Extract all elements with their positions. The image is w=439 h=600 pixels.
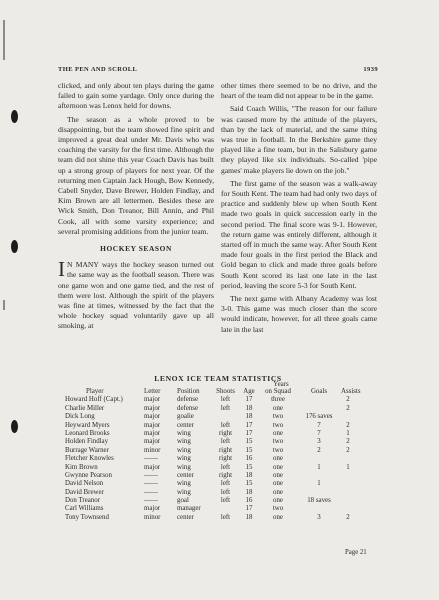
cell-years: one [273,488,283,496]
cell-assists [341,489,355,497]
cell-player: Don Treanor [65,497,101,505]
cell-shoots: right [218,471,232,479]
page-number: Page 21 [345,549,367,556]
cell-age: 16 [245,497,253,505]
cell-player: Dick Long [65,413,95,421]
table-row [58,405,388,413]
cell-goals: 1 [317,480,321,488]
table-row [58,430,388,438]
cell-age: 18 [245,404,253,412]
paragraph: clicked, and only about ten plays during the game failed to gain some yardage. Only once during the afternoon was Lenox held for downs. [58,81,214,111]
cell-position: wing [177,455,191,463]
table-row [58,455,388,463]
binder-hole [11,110,18,123]
cell-goals: 18 saves [307,497,331,505]
cell-shoots [212,505,239,513]
cell-assists: 2 [346,396,350,404]
cell-position: wing [177,463,191,471]
cell-age: 18 [245,471,253,479]
cell-goals: 3 [317,438,321,446]
header-goals: Goals [310,388,328,395]
cell-age: 15 [245,438,253,446]
cell-shoots [212,413,239,421]
cell-position: defense [177,396,199,404]
cell-position: wing [177,438,191,446]
cell-shoots: left [220,488,231,496]
cell-letter: major [144,413,161,421]
cell-player: Burrage Warner [65,446,109,454]
cell-goals [297,405,341,413]
cell-assists: 2 [346,446,350,454]
cell-assists: 2 [346,421,350,429]
cell-player: Gwynne Pearson [65,471,112,479]
table-row [58,489,388,497]
cell-position: manager [177,505,201,513]
paragraph [58,257,214,331]
cell-assists [341,505,355,513]
cell-position: center [177,421,194,429]
binder-hole [11,420,18,433]
cell-letter: —— [144,471,158,479]
cell-shoots: left [220,497,231,505]
cell-shoots: left [220,404,231,412]
cell-age: 18 [245,513,253,521]
cell-shoots: left [220,463,231,471]
cell-position: goal [177,497,189,505]
cell-assists: 2 [346,513,350,521]
cell-years: two [272,446,284,454]
paragraph: Said Coach Willis, "The reason for our failure was caused more by the attitude of the players, than by the lack of material, and the same thing was true in football. In the Berkshire game they played like a fine team, but in the Salisbury game they played like six individuals. So-called 'pipe games' make players lie down on the job." [221,104,377,175]
table-row [58,464,388,472]
cell-age: 15 [245,480,253,488]
cell-shoots: left [220,438,231,446]
cell-player: Carl Williams [65,505,104,513]
cell-position: wing [177,488,191,496]
cell-goals: 2 [317,446,321,454]
stats-table [58,388,388,522]
cell-shoots: left [220,396,231,404]
cell-shoots: left [220,421,231,429]
table-row [58,505,388,513]
cell-years: one [273,480,283,488]
cell-player: Tony Townsend [65,513,109,521]
cell-years: one [273,404,283,412]
right-column [221,81,377,338]
cell-years: one [273,455,283,463]
cell-shoots: left [220,480,231,488]
cell-position: center [177,513,194,521]
cell-years: one [273,471,283,479]
cell-letter: major [144,421,161,429]
cell-goals [297,396,341,404]
cell-shoots: left [220,513,231,521]
table-row [58,413,388,421]
cell-years: one [273,429,283,437]
stats-title: LENOX ICE TEAM STATISTICS [154,374,282,383]
cell-letter: —— [144,488,158,496]
running-header [58,66,378,73]
paragraph: The season as a whole proved to be disappointing, but the team showed fine spirit and improved a great deal under Mr. Davis who was coaching the varsity for the first time. Although the team did not shine this year Coach Davis has built up a strong group of players for next year. Of the returning men Captain Jack Hough, Bow Kennedy, Cabell Snyder, Dave Brewer, Holden Findlay, and Kim Brown are all lettermen. Besides these are Wick Smith, Don Treanor, Bill Annin, and Phil Cook, all with some varsity experience; and several promising additions from the junior team. [58,114,214,236]
cell-assists: 2 [346,404,350,412]
cell-age: 15 [245,463,253,471]
header-player: Player [86,388,104,395]
header-assists: Assists [341,388,361,395]
cell-shoots: right [218,455,232,463]
cell-years: three [271,396,285,404]
left-column [58,81,214,335]
cell-player: Leonard Brooks [65,429,110,437]
cell-letter: —— [144,455,158,463]
stats-header-row [58,388,388,396]
cell-assists: 1 [346,429,350,437]
cell-letter: minor [144,513,161,521]
cell-assists: 1 [346,463,350,471]
paragraph-text: N MANY ways the hockey season turned out the same way as the football season. There was one game won and one game tied, and the rest of them were lost. Although the spirit of the players was fine at times, witnessed by the fact that the whole hockey squad voluntarily gave up all smoking, at [58,260,214,331]
paragraph: The next game with Albany Academy was lost 3-0. This game was much closer than the score would indicate, however, for all three goals came late in the last [221,294,377,334]
cell-goals: 7 [317,429,321,437]
cell-age: 16 [245,455,253,463]
cell-assists [341,455,355,463]
binder-edge-mark [3,300,5,310]
cell-years: one [273,463,283,471]
table-row [58,480,388,488]
cell-years: two [272,413,284,421]
cell-letter: minor [144,446,161,454]
cell-letter: major [144,396,161,404]
cell-goals [297,505,341,513]
cell-letter: major [144,463,161,471]
table-row [58,472,388,480]
header-letter: Letter [144,388,161,395]
cell-assists [341,472,355,480]
stats-header-years: Years [273,381,289,388]
table-row [58,497,388,505]
cell-player: Howard Hoff (Capt.) [65,396,123,404]
cell-age: 15 [245,446,253,454]
table-row [58,514,388,522]
cell-years: one [273,513,283,521]
publication-title: THE PEN AND SCROLL [58,66,138,73]
header-shoots: Shoots [216,388,235,395]
cell-position: wing [177,480,191,488]
cell-goals: 176 saves [305,413,333,421]
cell-position: goalie [177,413,194,421]
publication-year: 1939 [363,66,378,73]
table-row [58,422,388,430]
binder-hole [11,240,18,253]
cell-years: one [273,497,283,505]
binder-edge-mark [3,20,5,60]
cell-age: 17 [245,396,253,404]
cell-goals [297,489,341,497]
cell-age: 18 [245,488,253,496]
cell-goals [297,472,341,480]
cell-shoots: right [218,429,232,437]
header-age: Age [243,388,255,395]
cell-age: 17 [245,421,253,429]
cell-age: 18 [245,413,253,421]
cell-letter: major [144,404,161,412]
cell-letter: —— [144,497,158,505]
cell-letter: major [144,505,161,513]
section-heading: HOCKEY SEASON [100,244,172,254]
cell-player: David Brewer [65,488,104,496]
cell-player: Kim Brown [65,463,98,471]
table-row [58,447,388,455]
cell-letter: major [144,429,161,437]
cell-assists: 2 [346,438,350,446]
paragraph: other times there seemed to be no drive, and the heart of the team did not appear to be in the game. [221,81,377,101]
header-position: Position [177,388,200,395]
cell-position: defense [177,404,199,412]
cell-goals: 1 [317,463,321,471]
cell-assists [341,497,355,505]
cell-position: wing [177,446,191,454]
cell-position: center [177,471,194,479]
cell-shoots: right [218,446,232,454]
cell-position: wing [177,429,191,437]
paragraph: The first game of the season was a walk-away for South Kent. The team had had only two days of practice and suddenly blew up when South Kent made two goals in quick succession early in the second period. The final score was 9-1. However, the return game was entirely different, although it started off in much the same way. After South Kent made four goals in the first period the Black and Gold began to click and made three goals before South Kent scored its last one late in the last period, leaving the score 5-3 for South Kent. [221,178,377,290]
cell-age: 17 [245,429,253,437]
cell-goals [297,455,341,463]
cell-years: two [272,438,284,446]
table-row [58,438,388,446]
cell-player: Fletcher Knowles [65,455,114,463]
table-row [58,396,388,404]
cell-goals: 3 [317,513,321,521]
cell-age: 17 [245,505,253,513]
cell-player: David Nelson [65,480,104,488]
cell-player: Charlie Miller [65,404,105,412]
header-on-squad: on Squad [265,388,291,395]
cell-goals: 7 [317,421,321,429]
cell-letter: —— [144,480,158,488]
cell-years: two [272,421,284,429]
cell-player: Holden Findlay [65,438,109,446]
cell-letter: major [144,438,161,446]
cell-player: Heyward Myers [65,421,110,429]
cell-assists [341,480,355,488]
cell-years: two [272,505,284,513]
drop-cap: I [58,257,65,282]
cell-assists [341,413,355,421]
